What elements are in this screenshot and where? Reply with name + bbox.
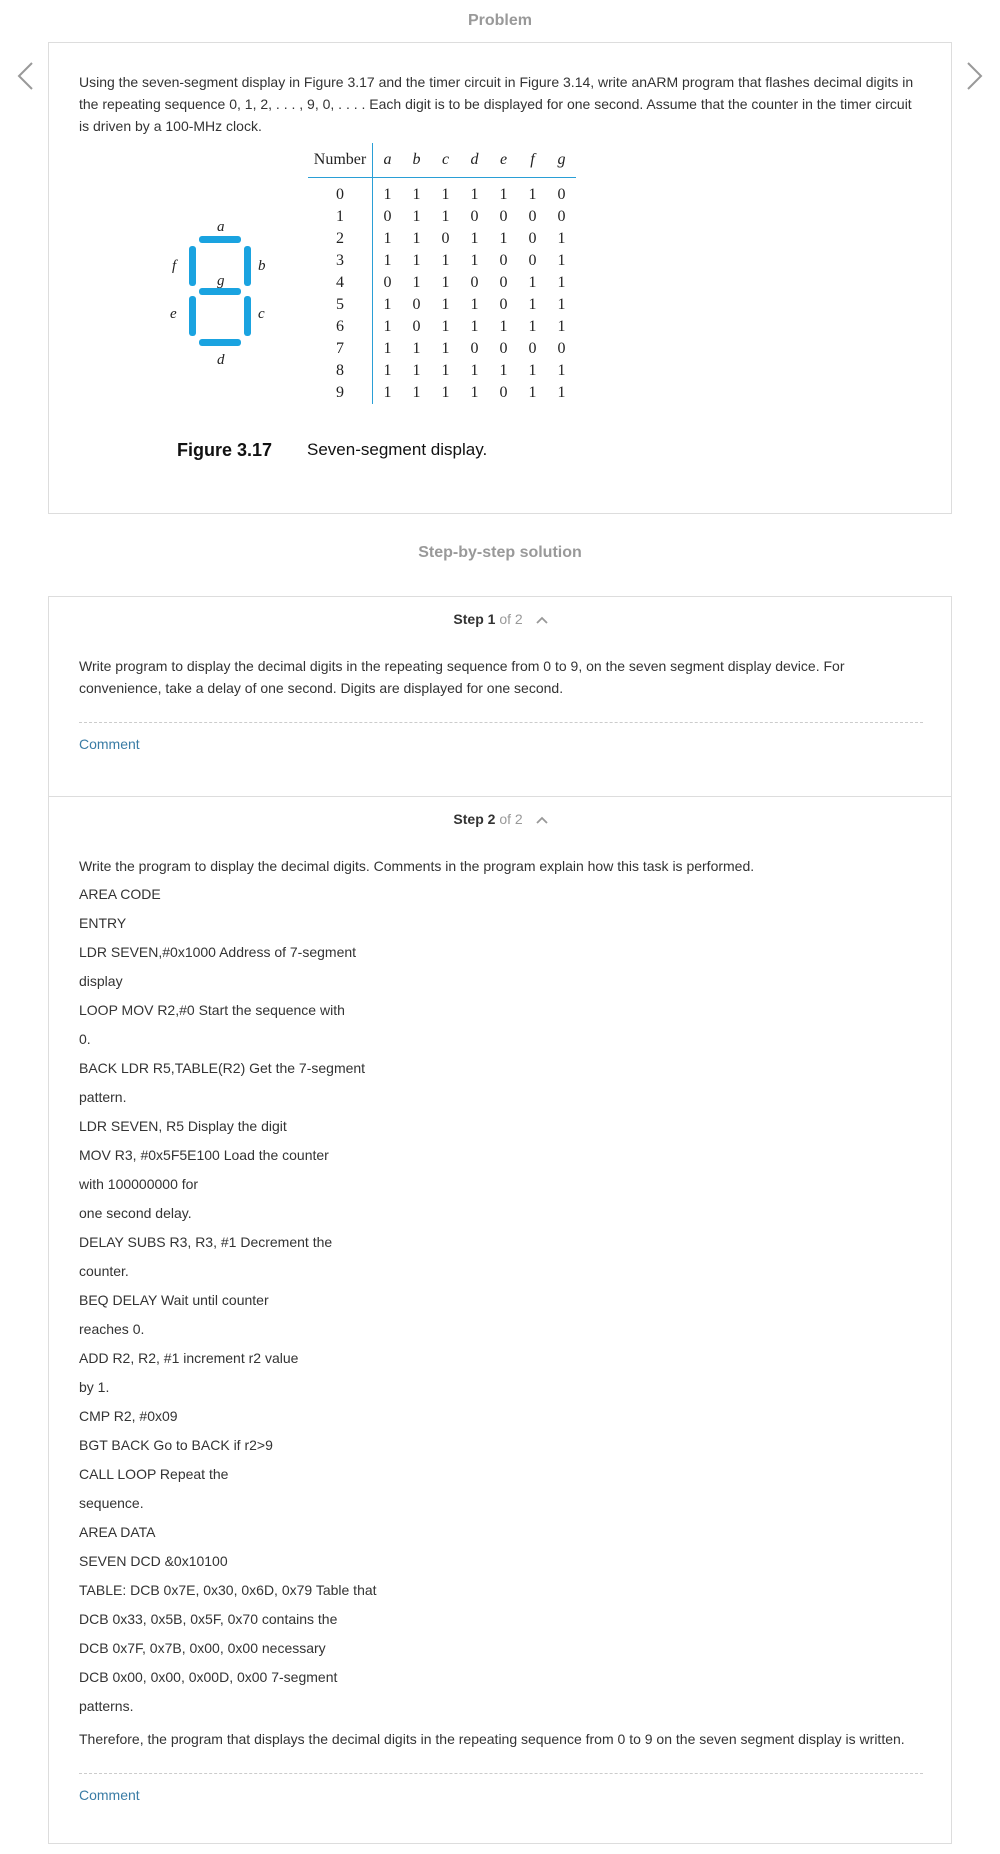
label-g: g	[217, 273, 225, 289]
code-line: MOV R3, #0x5F5E100 Load the counter	[79, 1147, 329, 1163]
step-2-divider	[79, 1773, 923, 1774]
table-header-segment: a	[373, 143, 403, 178]
code-line: reaches 0.	[79, 1321, 145, 1337]
code-line: one second delay.	[79, 1205, 192, 1221]
table-header-segment: b	[402, 143, 431, 178]
table-cell-bit: 1	[412, 340, 421, 357]
segment-e	[189, 296, 196, 336]
table-header-number: Number	[308, 143, 373, 178]
table-header-segment: e	[489, 143, 518, 178]
segment-g	[199, 288, 241, 295]
table-cell-bit: 0	[383, 274, 392, 291]
code-line: by 1.	[79, 1379, 110, 1395]
table-cell-bit: 1	[557, 362, 566, 379]
table-cell-bit: 0	[470, 340, 479, 357]
table-cell-bit: 1	[528, 296, 537, 313]
table-cell-number: 5	[308, 294, 373, 316]
table-cell-bit: 1	[441, 296, 450, 313]
table-cell-bit: 1	[441, 384, 450, 401]
step-2-comment-link[interactable]: Comment	[79, 1787, 140, 1803]
segment-c	[244, 296, 251, 336]
chevron-up-icon[interactable]	[535, 612, 549, 628]
code-line: patterns.	[79, 1698, 134, 1714]
table-header-segment: d	[460, 143, 489, 178]
code-line: DCB 0x33, 0x5B, 0x5F, 0x70 contains the	[79, 1611, 338, 1627]
segment-a	[199, 236, 241, 243]
table-cell-bit: 0	[470, 274, 479, 291]
code-line: AREA DATA	[79, 1524, 156, 1540]
step-2-intro: Write the program to display the decimal digits. Comments in the program explain how this task is performed.	[79, 858, 755, 874]
step-1-divider	[79, 722, 923, 723]
code-line: CALL LOOP Repeat the	[79, 1466, 229, 1482]
table-cell-bit: 0	[528, 230, 537, 247]
table-row	[308, 338, 576, 360]
table-cell-bit: 0	[499, 208, 508, 225]
code-line: sequence.	[79, 1495, 144, 1511]
solution-title: Step-by-step solution	[418, 544, 582, 561]
label-e: e	[170, 306, 177, 322]
table-header-segment: c	[431, 143, 460, 178]
table-header-segment: f	[518, 143, 547, 178]
step-1-comment-link[interactable]: Comment	[79, 736, 140, 752]
table-cell-bit: 1	[441, 274, 450, 291]
problem-title: Problem	[467, 12, 532, 29]
table-cell-bit: 0	[412, 296, 421, 313]
label-b: b	[258, 258, 266, 274]
code-line: SEVEN DCD &0x10100	[79, 1553, 228, 1569]
table-cell-bit: 1	[412, 186, 421, 203]
table-cell-bit: 1	[470, 230, 479, 247]
table-row	[308, 250, 576, 272]
table-cell-bit: 1	[383, 252, 392, 269]
step-1-label: Step 1	[453, 611, 496, 627]
step-1-text: Write program to display the decimal digits in the repeating sequence from 0 to 9, on the seven segment display device. For convenience, take a delay of one second. Digits are displayed for one second.	[79, 658, 845, 696]
table-row	[308, 206, 576, 228]
table-cell-bit: 0	[557, 208, 566, 225]
table-cell-bit: 1	[557, 252, 566, 269]
table-cell-bit: 1	[383, 340, 392, 357]
table-row	[308, 228, 576, 250]
code-line: 0.	[79, 1031, 91, 1047]
table-cell-bit: 1	[412, 252, 421, 269]
code-line: DCB 0x00, 0x00, 0x00D, 0x00 7-segment	[79, 1669, 338, 1685]
table-cell-bit: 0	[557, 340, 566, 357]
table-cell-bit: 1	[470, 186, 479, 203]
table-cell-bit: 1	[441, 318, 450, 335]
label-f: f	[172, 258, 177, 274]
table-cell-bit: 1	[441, 362, 450, 379]
table-cell-bit: 1	[441, 252, 450, 269]
table-cell-bit: 1	[557, 384, 566, 401]
code-line: LDR SEVEN, R5 Display the digit	[79, 1118, 287, 1134]
code-line: BACK LDR R5,TABLE(R2) Get the 7-segment	[79, 1060, 366, 1076]
table-cell-bit: 1	[557, 274, 566, 291]
table-cell-bit: 1	[528, 384, 537, 401]
table-cell-bit: 0	[412, 318, 421, 335]
table-cell-bit: 0	[528, 252, 537, 269]
table-cell-bit: 1	[499, 230, 508, 247]
table-cell-bit: 1	[470, 384, 479, 401]
table-cell-bit: 1	[499, 362, 508, 379]
segment-table	[308, 143, 576, 404]
next-problem-button[interactable]	[962, 60, 986, 92]
table-cell-bit: 0	[499, 252, 508, 269]
table-cell-bit: 1	[412, 208, 421, 225]
table-row	[308, 316, 576, 338]
table-row	[308, 272, 576, 294]
code-line: display	[79, 973, 123, 989]
code-line: LOOP MOV R2,#0 Start the sequence with	[79, 1002, 345, 1018]
table-cell-bit: 1	[412, 362, 421, 379]
table-cell-bit: 0	[470, 208, 479, 225]
table-cell-bit: 1	[383, 186, 392, 203]
code-line: pattern.	[79, 1089, 127, 1105]
table-cell-number: 7	[308, 338, 373, 360]
table-cell-bit: 1	[412, 274, 421, 291]
table-cell-number: 4	[308, 272, 373, 294]
code-line: ADD R2, R2, #1 increment r2 value	[79, 1350, 299, 1366]
figure-caption: Seven-segment display.	[307, 440, 488, 459]
table-cell-bit: 1	[557, 318, 566, 335]
figure-label: Figure 3.17	[177, 440, 273, 460]
table-cell-bit: 1	[383, 384, 392, 401]
step-2-card	[48, 796, 952, 1844]
table-cell-bit: 0	[499, 340, 508, 357]
seven-segment-diagram	[167, 221, 307, 411]
table-cell-number: 2	[308, 228, 373, 250]
code-line: CMP R2, #0x09	[79, 1408, 178, 1424]
table-cell-bit: 1	[470, 252, 479, 269]
prev-problem-button[interactable]	[14, 60, 38, 92]
table-cell-bit: 1	[412, 384, 421, 401]
step-1-header[interactable]	[49, 611, 953, 628]
table-cell-bit: 1	[383, 296, 392, 313]
table-cell-number: 8	[308, 360, 373, 382]
problem-card	[48, 42, 952, 514]
table-row	[308, 178, 576, 207]
table-cell-bit: 1	[441, 340, 450, 357]
code-line: ENTRY	[79, 915, 127, 931]
table-cell-bit: 1	[470, 362, 479, 379]
table-cell-bit: 1	[557, 230, 566, 247]
table-cell-number: 0	[308, 178, 373, 207]
code-block	[79, 880, 919, 1721]
table-cell-bit: 1	[528, 186, 537, 203]
code-line: BEQ DELAY Wait until counter	[79, 1292, 269, 1308]
table-row	[308, 294, 576, 316]
table-cell-bit: 0	[441, 230, 450, 247]
table-cell-bit: 0	[557, 186, 566, 203]
table-cell-bit: 1	[383, 318, 392, 335]
table-header-segment: g	[547, 143, 576, 178]
label-a: a	[217, 221, 225, 235]
code-line: with 100000000 for	[79, 1176, 199, 1192]
code-line: BGT BACK Go to BACK if r2>9	[79, 1437, 273, 1453]
step-1-card	[48, 596, 952, 797]
table-cell-bit: 0	[499, 384, 508, 401]
step-2-of-label: of 2	[499, 811, 523, 827]
table-cell-bit: 1	[499, 318, 508, 335]
chevron-left-icon	[14, 60, 38, 92]
table-cell-bit: 1	[557, 296, 566, 313]
table-cell-number: 6	[308, 316, 373, 338]
code-line: counter.	[79, 1263, 129, 1279]
step-1-of-label: of 2	[499, 611, 523, 627]
table-cell-bit: 0	[499, 296, 508, 313]
table-row	[308, 360, 576, 382]
table-cell-bit: 0	[528, 208, 537, 225]
label-d: d	[217, 352, 225, 368]
chevron-right-icon	[962, 60, 986, 92]
table-cell-bit: 0	[383, 208, 392, 225]
table-cell-number: 3	[308, 250, 373, 272]
problem-text: Using the seven-segment display in Figure 3.17 and the timer circuit in Figure 3.14, write anARM program that flashes decimal digits in the repeating sequence 0, 1, 2, . . . , 9, 0, . . . . Each digit is to be displayed for one second. Assume that the counter in the timer circuit is driven by a 100-MHz clock.	[79, 74, 914, 134]
step-2-header[interactable]	[49, 811, 953, 828]
segment-d	[199, 339, 241, 346]
table-cell-bit: 1	[470, 296, 479, 313]
table-cell-bit: 1	[499, 186, 508, 203]
table-cell-bit: 1	[441, 186, 450, 203]
label-c: c	[258, 306, 265, 322]
table-cell-bit: 1	[412, 230, 421, 247]
table-cell-number: 9	[308, 382, 373, 404]
table-cell-bit: 0	[499, 274, 508, 291]
code-line: LDR SEVEN,#0x1000 Address of 7-segment	[79, 944, 357, 960]
table-row	[308, 382, 576, 404]
chevron-up-icon[interactable]	[535, 812, 549, 828]
segment-f	[189, 246, 196, 286]
table-cell-bit: 1	[441, 208, 450, 225]
table-cell-bit: 1	[470, 318, 479, 335]
table-cell-bit: 1	[528, 318, 537, 335]
table-cell-bit: 1	[383, 362, 392, 379]
code-line: AREA CODE	[79, 886, 161, 902]
table-cell-bit: 0	[528, 340, 537, 357]
code-line: DELAY SUBS R3, R3, #1 Decrement the	[79, 1234, 333, 1250]
table-cell-bit: 1	[528, 274, 537, 291]
table-cell-bit: 1	[528, 362, 537, 379]
code-line: TABLE: DCB 0x7E, 0x30, 0x6D, 0x79 Table that	[79, 1582, 377, 1598]
step-2-conclusion: Therefore, the program that displays the decimal digits in the repeating sequence from 0 to 9 on the seven segment display is written.	[79, 1731, 905, 1747]
segment-b	[244, 246, 251, 286]
table-cell-bit: 1	[383, 230, 392, 247]
step-2-label: Step 2	[453, 811, 496, 827]
code-line: DCB 0x7F, 0x7B, 0x00, 0x00 necessary	[79, 1640, 326, 1656]
table-cell-number: 1	[308, 206, 373, 228]
